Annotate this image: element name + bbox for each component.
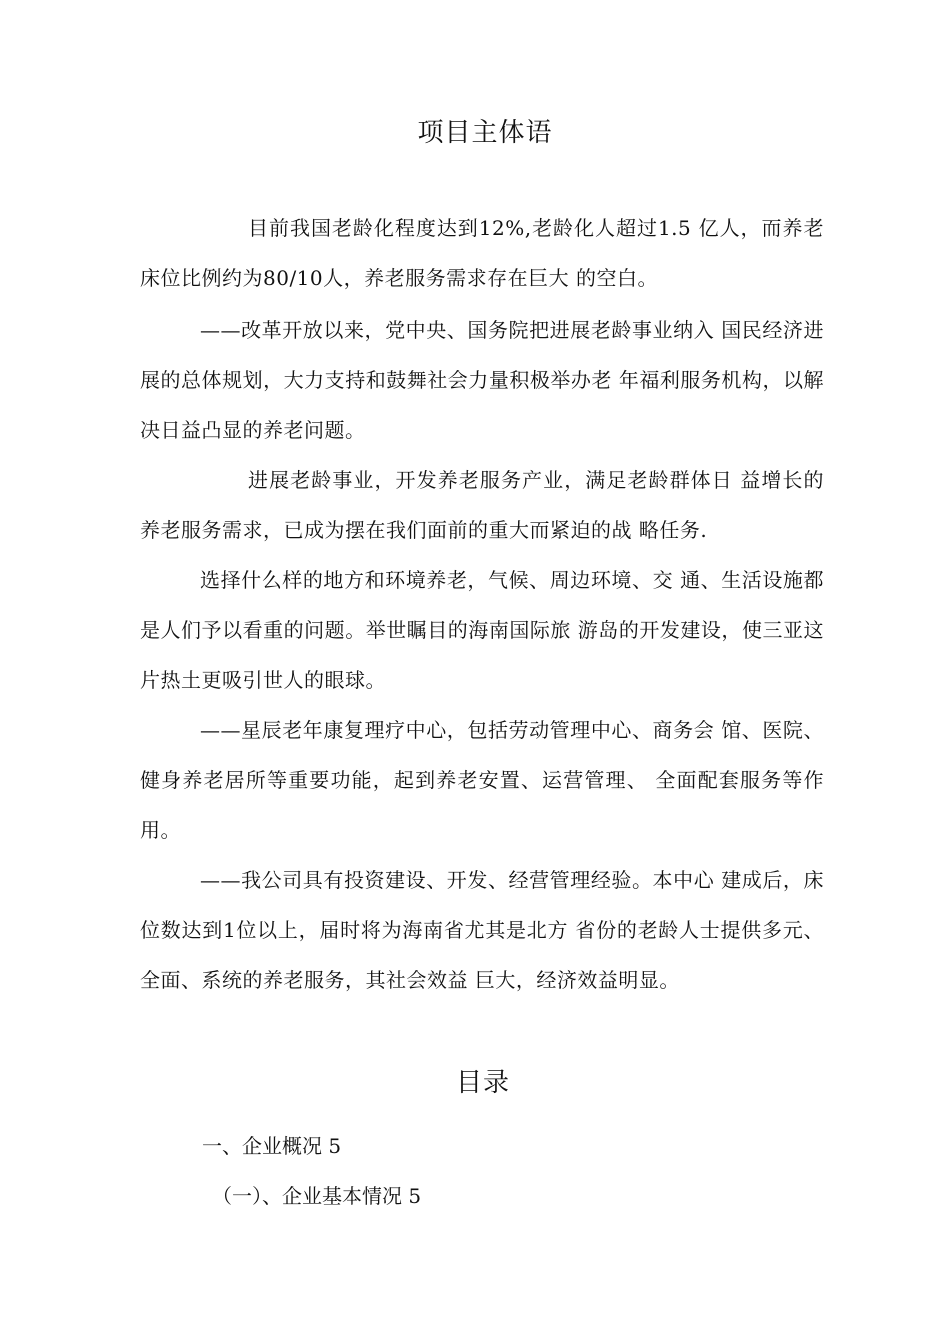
document-title: 项目主体语 xyxy=(417,118,553,148)
paragraph-development: 进展老龄事业，开发养老服务产业，满足老龄群体日 益增长的养老服务需求，已成为摆在我们面前的重大而紧迫的战 略任务. xyxy=(140,468,824,542)
paragraph-company: ——我公司具有投资建设、开发、经营管理经验。本中心 建成后，床位数达到1位以上，届时将为海南省尤其是北方 省份的老龄人士提供多元、全面、系统的养老服务，其社会效益 巨大，经济效益明显。 xyxy=(140,868,824,992)
toc-item: 一、企业概况 5 xyxy=(202,1134,342,1158)
toc-title: 目录 xyxy=(455,1068,510,1098)
toc-item: （一）、企业基本情况 5 xyxy=(212,1184,422,1208)
paragraph-reform: ——改革开放以来，党中央、国务院把进展老龄事业纳入 国民经济进展的总体规划，大力支持和鼓舞社会力量积极举办老 年福利服务机构，以解决日益凸显的养老问题。 xyxy=(140,318,824,442)
paragraph-center: ——星辰老年康复理疗中心，包括劳动管理中心、商务会 馆、医院、健身养老居所等重要功能，起到养老安置、运营管理、 全面配套服务等作用。 xyxy=(140,718,824,842)
paragraph-environment: 选择什么样的地方和环境养老，气候、周边环境、交 通、生活设施都是人们予以看重的问题。举世瞩目的海南国际旅 游岛的开发建设，使三亚这片热土更吸引世人的眼球。 xyxy=(140,568,824,692)
paragraph-intro: 目前我国老龄化程度达到12%,老龄化人超过1.5 亿人，而养老床位比例约为80/10人，养老服务需求存在巨大 的空白。 xyxy=(140,216,824,290)
